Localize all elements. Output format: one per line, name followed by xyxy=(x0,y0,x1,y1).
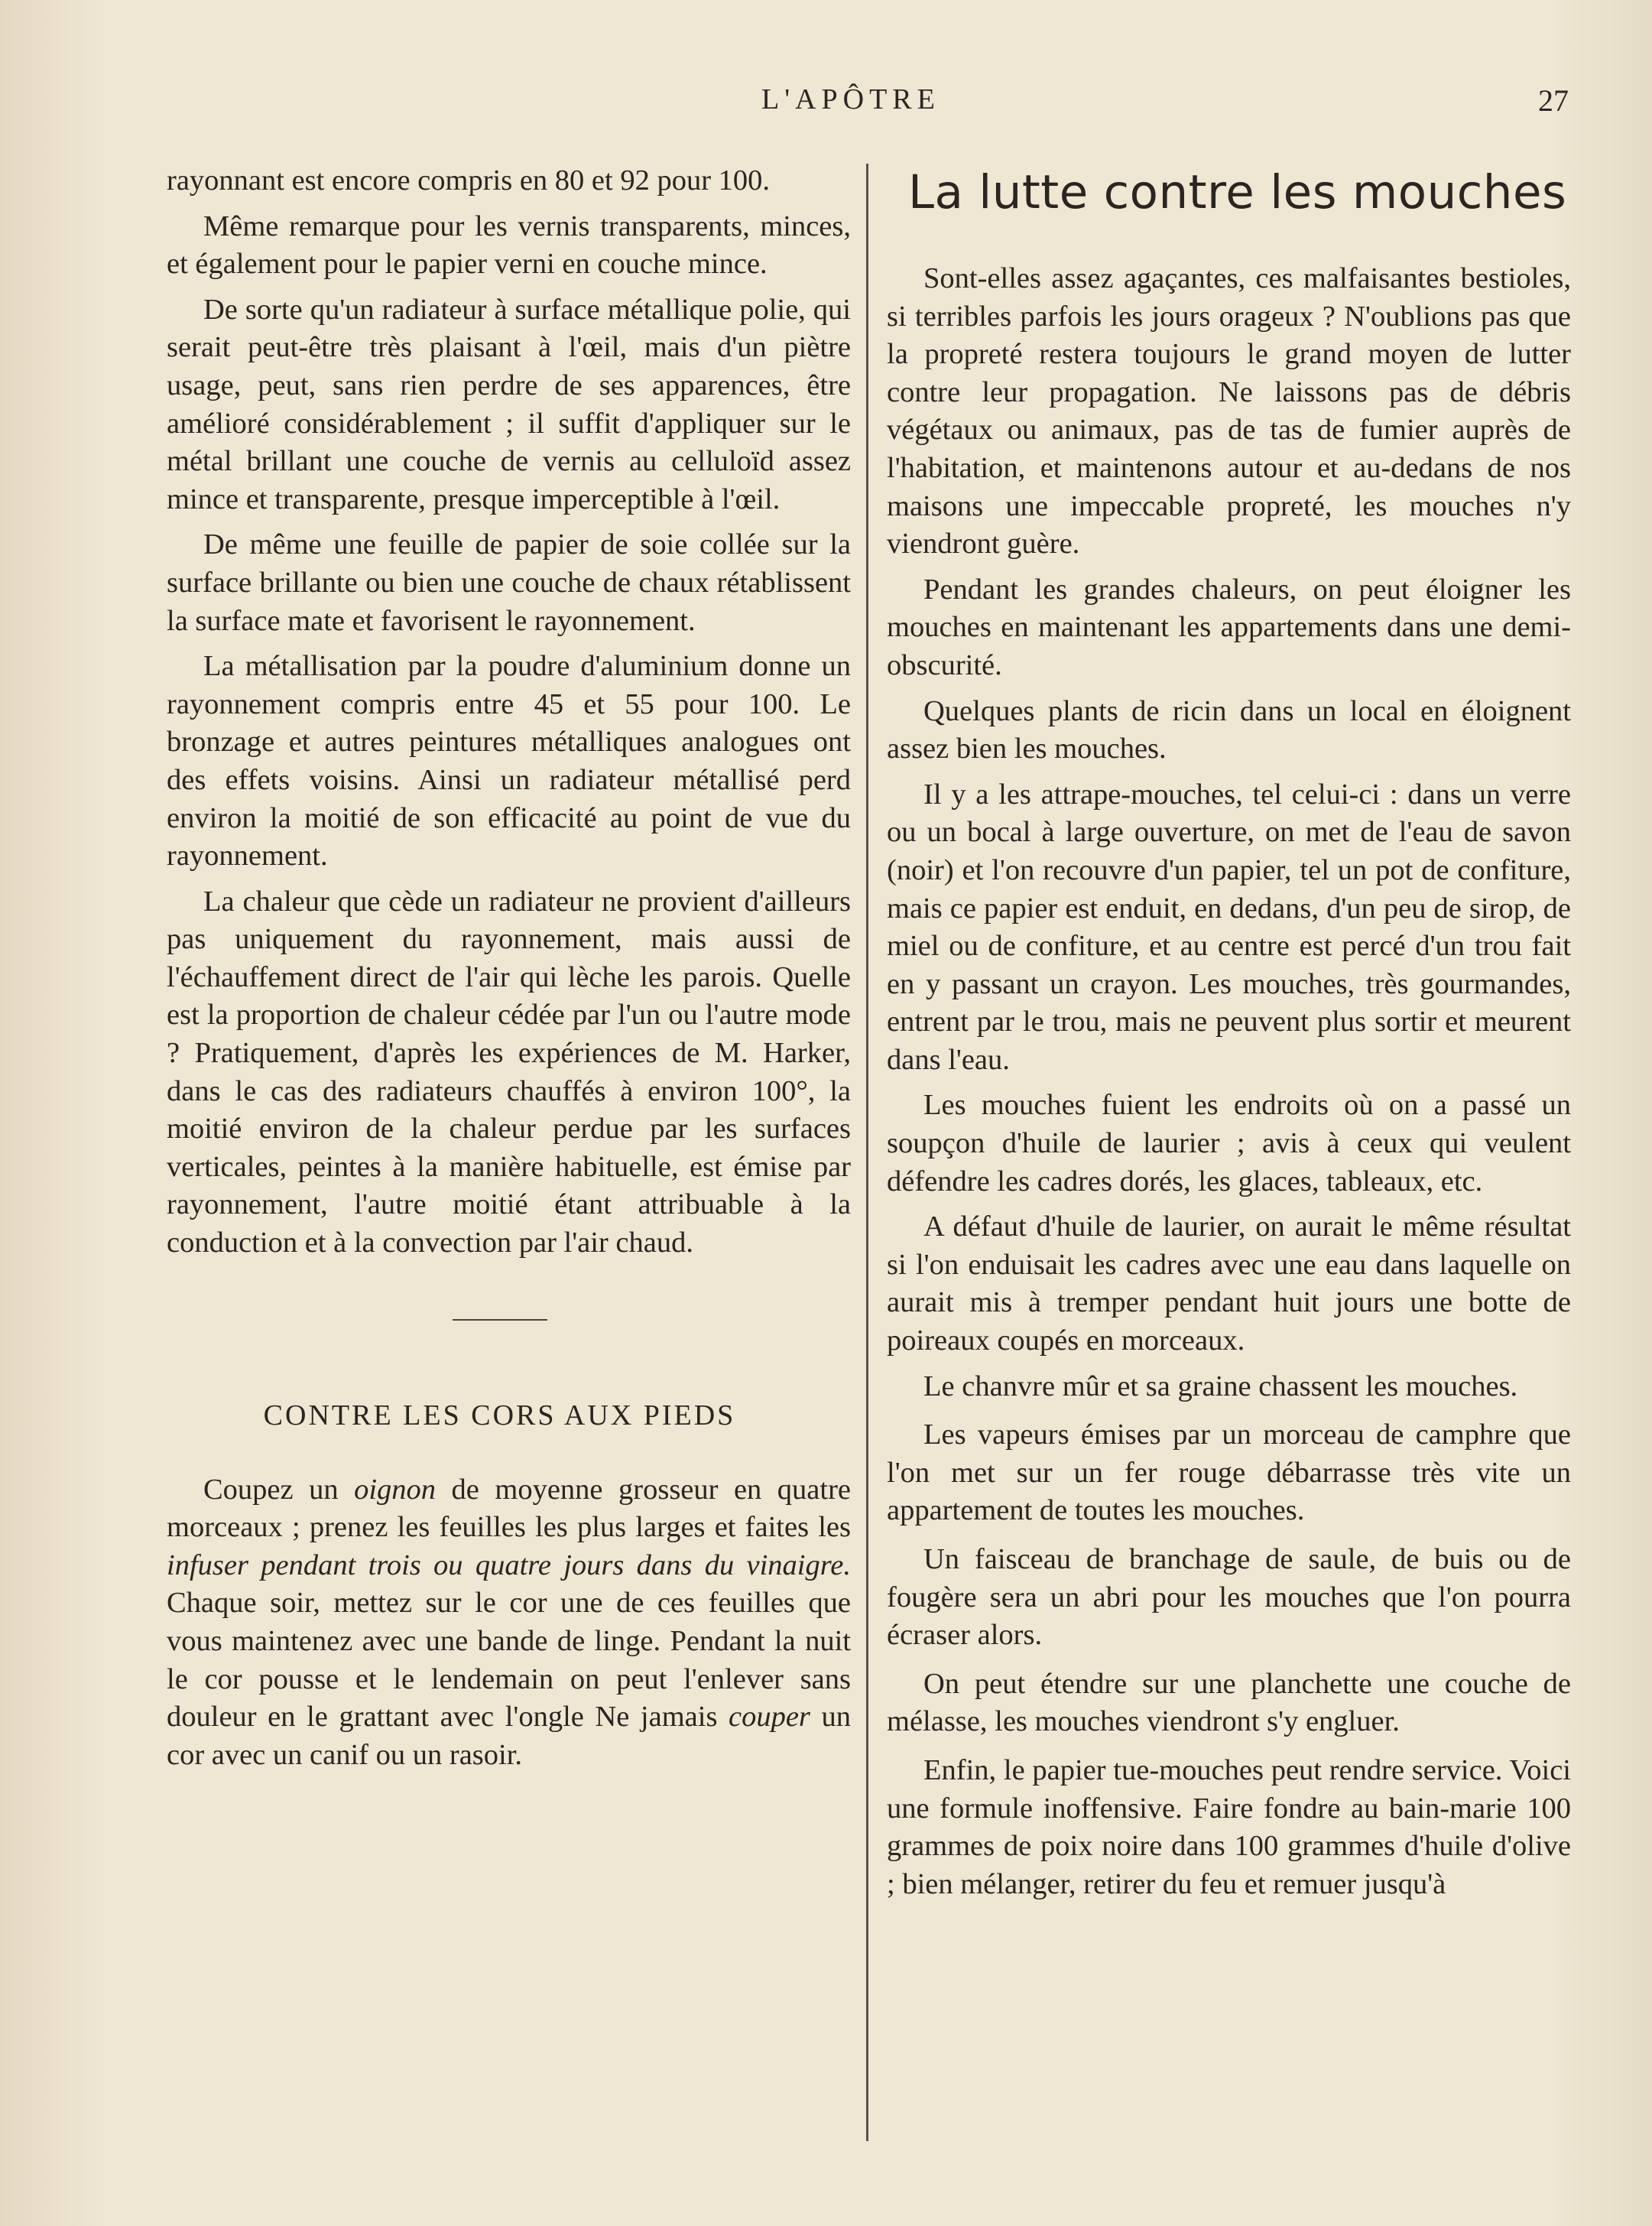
paragraph: Les vapeurs émises par un morceau de camphre que l'on met sur un fer rouge débarrasse très vite un appartement de toutes les mouches. xyxy=(887,1418,1571,1527)
paragraph: Enfin, le papier tue-mouches peut rendre service. Voici une formule inoffensive. Faire fondre au bain-marie 100 grammes de poix noire dans 100 grammes d'huile d'olive ; bien mélanger, retirer du feu et remuer jusqu'à xyxy=(887,1753,1571,1900)
page-number: 27 xyxy=(1538,83,1569,118)
section-separator xyxy=(453,1319,547,1321)
paragraph: rayonnant est encore compris en 80 et 92 pour 100. xyxy=(167,164,771,197)
text-run: un cor avec un canif ou un rasoir. xyxy=(167,1701,851,1771)
text-run: Coupez un xyxy=(203,1473,355,1506)
text-run: de moyenne grosseur en quatre morceaux ; prenez les feuilles les plus larges et faites les xyxy=(167,1473,851,1544)
left-column xyxy=(167,162,851,1774)
paragraph: Quelques plants de ricin dans un local en éloignent assez bien les mouches. xyxy=(887,694,1571,765)
paragraph: A défaut d'huile de laurier, on aurait le même résultat si l'on enduisait les cadres avec une eau dans laquelle on aurait mis à tremper pendant huit jours une botte de poireaux coupés en morceaux. xyxy=(887,1210,1571,1357)
right-column xyxy=(887,162,1571,1903)
paragraph: La chaleur que cède un radiateur ne provient d'ailleurs pas uniquement du rayonnement, mais aussi de l'échauffement direct de l'air qui lèche les parois. Quelle est la proportion de chaleur cédée par l'un ou l'autre mode ? Pratiquement, d'après les expériences de M. Harker, dans le cas des radiateurs chauffés à environ 100°, la moitié environ de la chaleur perdue par les surfaces verticales, peintes à la manière habituelle, est émise par rayonnement, l'autre moitié étant attribuable à la conduction et à la convection par l'air chaud. xyxy=(167,885,851,1259)
running-title: L'APÔTRE xyxy=(761,83,940,115)
text-run: Chaque soir, mettez sur le cor une de ces feuilles que vous maintenez avec une bande de linge. Pendant la nuit le cor pousse et le lendemain on peut l'enlever sans douleur en le grattant avec l'ongle Ne jamais xyxy=(167,1587,851,1734)
paragraph: On peut étendre sur une planchette une couche de mélasse, les mouches viendront s'y engluer. xyxy=(887,1667,1571,1738)
italic-run: oignon xyxy=(354,1473,437,1506)
section-heading: CONTRE LES CORS AUX PIEDS xyxy=(263,1399,736,1431)
paragraph: Les mouches fuient les endroits où on a passé un soupçon d'huile de laurier ; avis à ceux qui veulent défendre les cadres dorés, les glaces, tableaux, etc. xyxy=(887,1089,1571,1197)
italic-run: infuser pendant trois ou quatre jours dans du vinaigre. xyxy=(167,1548,851,1581)
paragraph: Pendant les grandes chaleurs, on peut éloigner les mouches en maintenant les appartements dans une demi-obscurité. xyxy=(887,573,1571,681)
column-divider xyxy=(866,164,868,2141)
paragraph: De sorte qu'un radiateur à surface métallique polie, qui serait peut-être très plaisant à l'œil, mais d'un piètre usage, peut, sans rien perdre de ses apparences, être amélioré considérablement ; il suffit d'appliquer sur le métal brillant une couche de vernis au celluloïd assez mince et transparente, presque imperceptible à l'œil. xyxy=(167,293,851,515)
italic-run: couper xyxy=(729,1701,810,1734)
corns-paragraph xyxy=(167,1471,851,1775)
article-title: La lutte contre les mouches xyxy=(908,165,1567,219)
paragraph: Un faisceau de branchage de saule, de buis ou de fougère sera un abri pour les mouches que l'on pourra écraser alors. xyxy=(887,1543,1571,1652)
paragraph: Même remarque pour les vernis transparents, minces, et également pour le papier verni en couche mince. xyxy=(167,210,851,281)
paragraph: Il y a les attrape-mouches, tel celui-ci : dans un verre ou un bocal à large ouverture, on met de l'eau de savon (noir) et l'on recouvre d'un papier, tel un pot de confiture, mais ce papier est enduit, en dedans, d'un peu de sirop, de miel ou de confiture, et au centre est percé d'un trou fait en y passant un crayon. Les mouches, très gourmandes, entrent par le trou, mais ne peuvent plus sortir et meurent dans l'eau. xyxy=(887,778,1571,1076)
paragraph: La métallisation par la poudre d'aluminium donne un rayonnement compris entre 45 et 55 pour 100. Le bronzage et autres peintures métalliques analogues ont des effets voisins. Ainsi un radiateur métallisé perd environ la moitié de son efficacité au point de vue du rayonnement. xyxy=(167,650,851,873)
paragraph: Le chanvre mûr et sa graine chassent les mouches. xyxy=(923,1370,1518,1402)
paragraph: De même une feuille de papier de soie collée sur la surface brillante ou bien une couche de chaux rétablissent la surface mate et favorisent le rayonnement. xyxy=(167,528,851,637)
paragraph: Sont-elles assez agaçantes, ces malfaisantes bestioles, si terribles parfois les jours orageux ? N'oublions pas que la propreté restera toujours le grand moyen de lutter contre leur propagation. Ne laissons pas de débris végétaux ou animaux, pas de tas de fumier auprès de l'habitation, et maintenons autour et au-dedans de nos maisons une impeccable propreté, les mouches n'y viendront guère. xyxy=(887,262,1571,561)
